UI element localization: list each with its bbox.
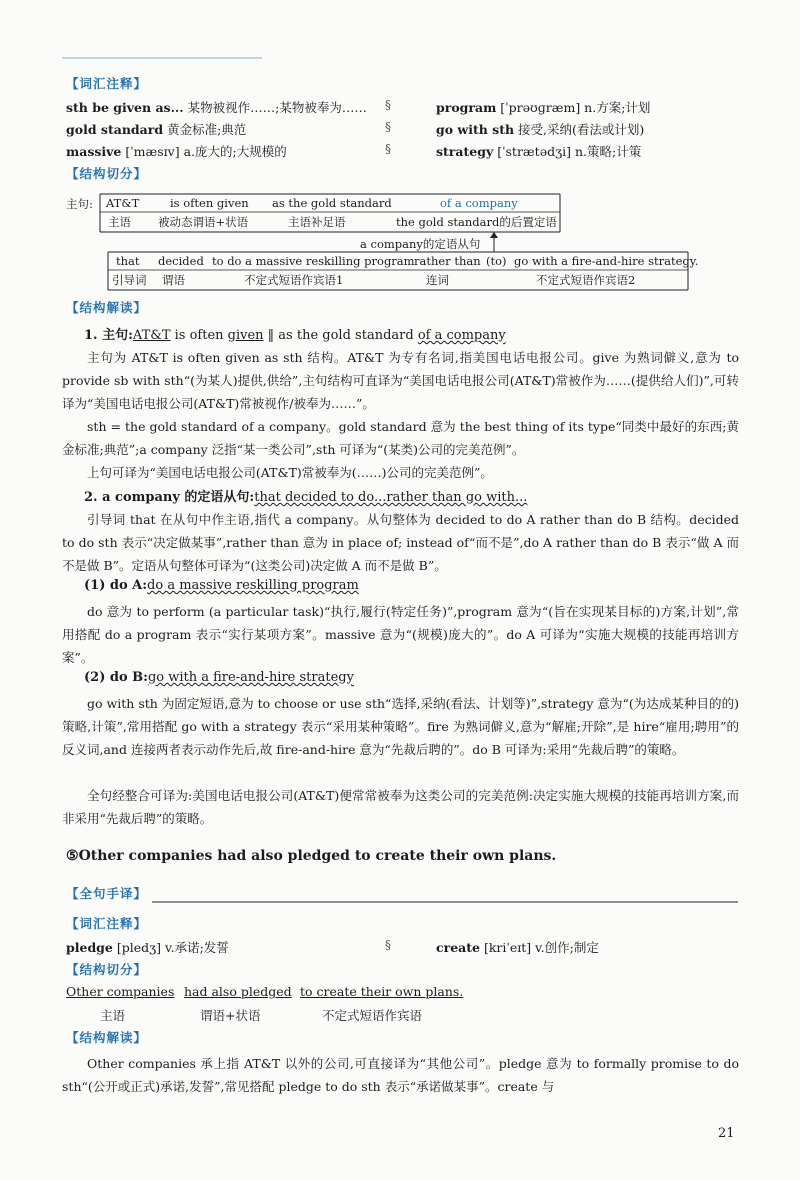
split-word: to do a massive reskilling program [212, 254, 415, 268]
vocab-item: go with sth 接受,采纳(看法或计划) [436, 122, 645, 137]
split-word: rather than [414, 254, 481, 268]
structure-analysis-tag: 【结构解读】 [66, 300, 148, 315]
analysis-heading: 1. 主句:AT&T is often given ‖ as the gold standard of a company [84, 328, 506, 343]
analysis-paragraph: do 意为 to perform (a particular task)“执行,履行(特定任务)”,program 意为“(旨在实现某目标的)方案,计划”,常用搭配 do a program 表示“实行某项方案”。massive 意为“(规模)庞大的”。do A 可译为“实施大规模的技能再培训方案”。 [62, 604, 739, 665]
split-role: 不定式短语作宾语 [322, 1008, 423, 1023]
split-role: 被动态谓语+状语 [158, 215, 249, 229]
vocab-item: sth be given as... 某物被视作……;某物被奉为…… [66, 100, 367, 115]
analysis-heading: (2) do B:go with a fire-and-hire strategy [84, 670, 354, 685]
separator-mark: § [385, 142, 391, 156]
split-word: had also pledged [184, 984, 292, 999]
sentence-heading: ⑤Other companies had also pledged to create their own plans. [66, 848, 557, 864]
split-role: 引导词 [112, 273, 147, 287]
separator-mark: § [385, 98, 391, 112]
structure-split-tag: 【结构切分】 [66, 962, 148, 977]
split-word: of a company [440, 196, 518, 210]
main-clause-label: 主句: [66, 197, 93, 211]
relative-clause-label: a company的定语从句 [360, 237, 481, 251]
translate-tag: 【全句手译】 [66, 886, 148, 901]
vocab-item: create [kriˈeɪt] v.创作;制定 [436, 940, 599, 955]
split-word: (to) [486, 254, 507, 268]
split-role: 主语 [100, 1008, 126, 1023]
vocab-item: gold standard 黄金标准;典范 [66, 122, 247, 137]
vocab-item: program [ˈprəʊɡræm] n.方案;计划 [436, 100, 651, 115]
split-word: is often given [170, 196, 249, 210]
analysis-heading: 2. a company 的定语从句:that decided to do...rather than go with... [84, 490, 528, 505]
page-number: 21 [718, 1126, 735, 1141]
split-role: 谓语+状语 [200, 1008, 261, 1023]
analysis-paragraph: 全句经整合可译为:美国电话电报公司(AT&T)便常常被奉为这类公司的完美范例:决定实施大规模的技能再培训方案,而非采用“先裁后聘”的策略。 [62, 788, 739, 826]
analysis-paragraph: 引导词 that 在从句中作主语,指代 a company。从句整体为 decided to do A rather than do B 结构。decided to do sth 表示“决定做某事”,rather than 意为 in place of; instead of“而不是”,do A rather than do B 表示“做 A 而不是做 B”。定语从句整体可译为“(这类公司)决定做 A 而不是做 B”。 [62, 512, 739, 573]
vocab-item: pledge [pledʒ] v.承诺;发誓 [66, 940, 229, 955]
vocab-item: strategy [ˈstrætədʒi] n.策略;计策 [436, 144, 642, 159]
analysis-paragraph: Other companies 承上指 AT&T 以外的公司,可直接译为“其他公司”。pledge 意为 to formally promise to do sth“(公开或正式)承诺,发誓”,常见搭配 pledge to do sth 表示“承诺做某事”。create 与 [62, 1056, 739, 1094]
split-word: decided [158, 254, 204, 268]
vocab-notes-tag: 【词汇注释】 [66, 76, 148, 91]
split-word: that [116, 254, 140, 268]
split-role: the gold standard的后置定语 [396, 215, 557, 229]
split-word: to create their own plans. [300, 984, 464, 999]
analysis-paragraph: go with sth 为固定短语,意为 to choose or use sth“选择,采纳(看法、计划等)”,strategy 意为“(为达成某种目的的)策略,计策”,常用搭配 go with a strategy 表示“采用某种策略”。fire 为熟词僻义,意为“解雇;开除”,是 hire“雇用;聘用”的反义词,and 连接两者表示动作先后,故 fire-and-hire 意为“先裁后聘的”。do B 可译为:采用“先裁后聘”的策略。 [62, 696, 739, 757]
analysis-paragraph: sth = the gold standard of a company。gold standard 意为 the best thing of its type“同类中最好的东西;黄金标准;典范”;a company 泛指“某一类公司”,sth 可译为“(某类)公司的完美范例”。 [62, 419, 739, 457]
vocab-notes-tag: 【词汇注释】 [66, 916, 148, 931]
split-role: 连词 [426, 273, 449, 287]
split-role: 主语补足语 [288, 215, 346, 229]
analysis-heading: (1) do A:do a massive reskilling program [84, 578, 359, 593]
split-word: Other companies [66, 984, 175, 999]
split-role: 谓语 [162, 273, 185, 287]
vocab-item: massive [ˈmæsɪv] a.庞大的;大规模的 [66, 144, 287, 159]
split-role: 不定式短语作宾语2 [536, 273, 636, 287]
split-word: AT&T [106, 196, 140, 210]
separator-mark: § [385, 120, 391, 134]
analysis-paragraph: 上句可译为“美国电话电报公司(AT&T)常被奉为(……)公司的完美范例”。 [87, 465, 493, 480]
analysis-paragraph: 主句为 AT&T is often given as sth 结构。AT&T 为专有名词,指美国电话电报公司。give 为熟词僻义,意为 to provide sb with sth“(为某人)提供,供给”,主句结构可直译为“美国电话电报公司(AT&T)常被作为……(提供给人们)”,可转译为“美国电话电报公司(AT&T)常被视作/被奉为……”。 [62, 350, 739, 411]
split-word: as the gold standard [272, 196, 392, 210]
separator-mark: § [385, 938, 391, 952]
split-role: 主语 [108, 215, 131, 229]
split-word: go with a fire-and-hire strategy. [514, 254, 699, 268]
structure-split-tag: 【结构切分】 [66, 166, 148, 181]
structure-analysis-tag: 【结构解读】 [66, 1030, 148, 1045]
split-role: 不定式短语作宾语1 [244, 273, 344, 287]
